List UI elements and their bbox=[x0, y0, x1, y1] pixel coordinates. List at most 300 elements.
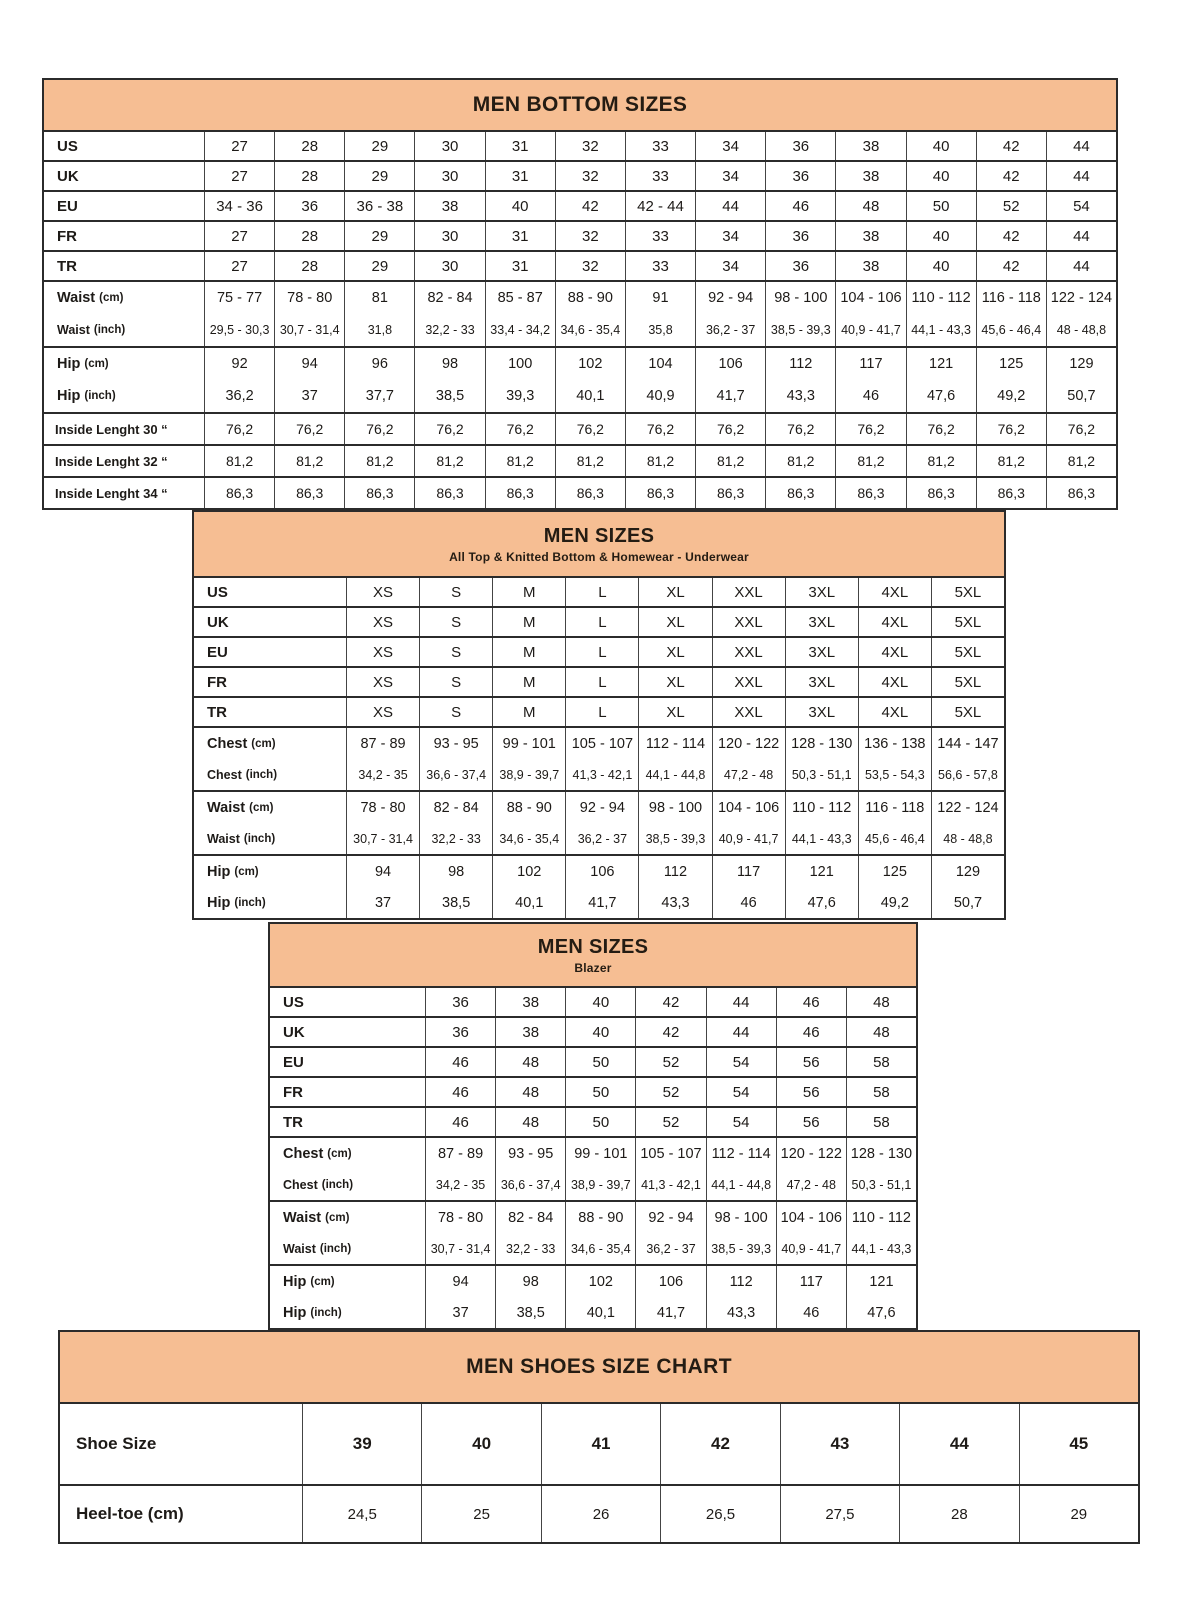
table-cell: 31 bbox=[485, 132, 555, 160]
table-cell: 46 bbox=[712, 887, 785, 918]
table-cell: XS bbox=[346, 698, 419, 726]
table-cell: 92 bbox=[204, 348, 274, 380]
table-cell: M bbox=[492, 698, 565, 726]
table-cell: 42 bbox=[555, 192, 625, 220]
table-cell: 117 bbox=[835, 348, 905, 380]
table-cell: L bbox=[565, 638, 638, 666]
table-cell: 56 bbox=[776, 1048, 846, 1076]
table-title: MEN SHOES SIZE CHART bbox=[466, 1355, 732, 1379]
table-cell: 41,3 - 42,1 bbox=[565, 759, 638, 790]
table-cell: 42 bbox=[635, 988, 705, 1016]
table-cell: 40,9 - 41,7 bbox=[712, 823, 785, 854]
table-cell: 31,8 bbox=[344, 314, 414, 346]
table-cell: 54 bbox=[1046, 192, 1116, 220]
row-label: EU bbox=[57, 197, 78, 215]
table-cell: L bbox=[565, 608, 638, 636]
table-cell: 120 - 122 bbox=[712, 728, 785, 759]
row-label: UK bbox=[207, 613, 229, 631]
table-cell: 110 - 112 bbox=[906, 282, 976, 314]
row-label: Inside Lenght 30 “ bbox=[55, 421, 168, 437]
table-row bbox=[270, 1200, 916, 1233]
table-cell: 94 bbox=[425, 1266, 495, 1297]
row-label: Hip (cm) bbox=[207, 863, 259, 880]
table-cell: 40 bbox=[906, 252, 976, 280]
row-label: Waist (cm) bbox=[207, 799, 274, 816]
table-cell: 81,2 bbox=[906, 446, 976, 476]
table-cell: 30 bbox=[414, 162, 484, 190]
row-label: Hip (cm) bbox=[283, 1273, 335, 1290]
table-cell: 87 - 89 bbox=[346, 728, 419, 759]
table-row bbox=[270, 1297, 916, 1328]
row-label-unit: (inch) bbox=[93, 324, 126, 336]
table-cell: XXL bbox=[712, 698, 785, 726]
table-cell: 76,2 bbox=[344, 414, 414, 444]
table-row bbox=[44, 190, 1116, 220]
table-title: MEN SIZES bbox=[543, 524, 655, 547]
table-cell: 27 bbox=[204, 252, 274, 280]
table-cell: 81,2 bbox=[274, 446, 344, 476]
table-cell: 36 - 38 bbox=[344, 192, 414, 220]
table-cell: 86,3 bbox=[1046, 478, 1116, 508]
table-cell: 46 bbox=[776, 1297, 846, 1328]
table-cell: 33 bbox=[625, 252, 695, 280]
table-cell: 86,3 bbox=[485, 478, 555, 508]
table-cell: 38,5 - 39,3 bbox=[638, 823, 711, 854]
table-cell: 88 - 90 bbox=[565, 1202, 635, 1233]
table-cell: 58 bbox=[846, 1078, 916, 1106]
table-row bbox=[194, 578, 1004, 606]
table-row bbox=[270, 1169, 916, 1200]
table-body bbox=[60, 1404, 1138, 1542]
table-cell: 86,3 bbox=[625, 478, 695, 508]
table-cell: 92 - 94 bbox=[565, 792, 638, 823]
row-label-unit: (cm) bbox=[84, 358, 109, 370]
table-header bbox=[270, 924, 916, 988]
table-cell: 45 bbox=[1019, 1404, 1138, 1484]
table-cell: 34 - 36 bbox=[204, 192, 274, 220]
table-cell: 40,9 bbox=[625, 380, 695, 412]
table-row bbox=[270, 988, 916, 1016]
table-cell: 53,5 - 54,3 bbox=[858, 759, 931, 790]
table-cell: 30,7 - 31,4 bbox=[425, 1233, 495, 1264]
table-cell: 88 - 90 bbox=[555, 282, 625, 314]
table-cell: 45,6 - 46,4 bbox=[858, 823, 931, 854]
table-cell: 26 bbox=[541, 1486, 660, 1542]
table-cell: 4XL bbox=[858, 578, 931, 606]
table-row bbox=[270, 1233, 916, 1264]
table-cell: 121 bbox=[785, 856, 858, 887]
table-cell: 86,3 bbox=[414, 478, 484, 508]
table-cell: 35,8 bbox=[625, 314, 695, 346]
table-cell: XS bbox=[346, 578, 419, 606]
row-label-unit: (inch) bbox=[84, 390, 116, 402]
table-cell: 44,1 - 44,8 bbox=[638, 759, 711, 790]
row-label-unit: (inch) bbox=[243, 832, 276, 845]
table-cell: 76,2 bbox=[976, 414, 1046, 444]
table-cell: XL bbox=[638, 698, 711, 726]
table-cell: 31 bbox=[485, 162, 555, 190]
table-cell: 36 bbox=[765, 162, 835, 190]
table-cell: 34 bbox=[695, 132, 765, 160]
table-row bbox=[44, 220, 1116, 250]
table-cell: 104 - 106 bbox=[835, 282, 905, 314]
table-cell: 86,3 bbox=[695, 478, 765, 508]
table-cell: 82 - 84 bbox=[414, 282, 484, 314]
table-cell: 34,6 - 35,4 bbox=[555, 314, 625, 346]
table-cell: 99 - 101 bbox=[565, 1138, 635, 1169]
table-cell: 30 bbox=[414, 252, 484, 280]
table-cell: 4XL bbox=[858, 698, 931, 726]
table-cell: 82 - 84 bbox=[495, 1202, 565, 1233]
table-cell: 122 - 124 bbox=[931, 792, 1004, 823]
table-cell: 36,6 - 37,4 bbox=[419, 759, 492, 790]
table-cell: 30,7 - 31,4 bbox=[346, 823, 419, 854]
table-cell: 128 - 130 bbox=[846, 1138, 916, 1169]
table-cell: 81,2 bbox=[1046, 446, 1116, 476]
table-cell: 98 bbox=[495, 1266, 565, 1297]
table-cell: 76,2 bbox=[765, 414, 835, 444]
table-header bbox=[60, 1332, 1138, 1404]
table-row bbox=[194, 606, 1004, 636]
row-label-unit: (inch) bbox=[234, 896, 266, 909]
table-cell: 30 bbox=[414, 222, 484, 250]
table-cell: XS bbox=[346, 638, 419, 666]
table-cell: 33,4 - 34,2 bbox=[485, 314, 555, 346]
table-cell: 56,6 - 57,8 bbox=[931, 759, 1004, 790]
table-cell: 41,3 - 42,1 bbox=[635, 1169, 705, 1200]
table-subtitle: All Top & Knitted Bottom & Homewear - Underwear bbox=[449, 549, 749, 564]
table-cell: 25 bbox=[421, 1486, 540, 1542]
table-row bbox=[270, 1264, 916, 1297]
table-cell: 46 bbox=[776, 988, 846, 1016]
table-cell: 38 bbox=[835, 222, 905, 250]
table-cell: 34 bbox=[695, 222, 765, 250]
table-cell: 86,3 bbox=[765, 478, 835, 508]
table-cell: 48 bbox=[495, 1108, 565, 1136]
table-row bbox=[194, 854, 1004, 887]
table-cell: 78 - 80 bbox=[274, 282, 344, 314]
table-cell: 44 bbox=[1046, 222, 1116, 250]
table-cell: 48 bbox=[495, 1048, 565, 1076]
table-cell: S bbox=[419, 698, 492, 726]
table-cell: 99 - 101 bbox=[492, 728, 565, 759]
table-cell: 40 bbox=[906, 132, 976, 160]
table-cell: 76,2 bbox=[555, 414, 625, 444]
table-cell: 47,2 - 48 bbox=[712, 759, 785, 790]
table-cell: XL bbox=[638, 578, 711, 606]
table-cell: 44 bbox=[706, 1018, 776, 1046]
table-cell: S bbox=[419, 668, 492, 696]
table-cell: 38,9 - 39,7 bbox=[565, 1169, 635, 1200]
row-label: Inside Lenght 32 “ bbox=[55, 453, 168, 469]
row-label: Waist (cm) bbox=[283, 1209, 350, 1226]
table-cell: 75 - 77 bbox=[204, 282, 274, 314]
table-cell: 30,7 - 31,4 bbox=[274, 314, 344, 346]
table-cell: 117 bbox=[776, 1266, 846, 1297]
row-label: EU bbox=[283, 1053, 304, 1071]
table-row bbox=[44, 160, 1116, 190]
table-cell: 116 - 118 bbox=[858, 792, 931, 823]
table-cell: 129 bbox=[1046, 348, 1116, 380]
table-row bbox=[60, 1404, 1138, 1484]
table-cell: 46 bbox=[765, 192, 835, 220]
table-cell: 24,5 bbox=[302, 1486, 421, 1542]
table-title: MEN BOTTOM SIZES bbox=[472, 93, 688, 117]
table-row bbox=[44, 412, 1116, 444]
table-cell: 116 - 118 bbox=[976, 282, 1046, 314]
table-cell: 48 bbox=[846, 1018, 916, 1046]
table-cell: 34,6 - 35,4 bbox=[492, 823, 565, 854]
table-cell: 30 bbox=[414, 132, 484, 160]
table-row bbox=[194, 726, 1004, 759]
row-label: TR bbox=[207, 703, 227, 721]
table-cell: 38,5 bbox=[419, 887, 492, 918]
table-cell: 38 bbox=[495, 1018, 565, 1046]
table-cell: 44,1 - 44,8 bbox=[706, 1169, 776, 1200]
table-cell: 31 bbox=[485, 252, 555, 280]
table-cell: 86,3 bbox=[906, 478, 976, 508]
table-cell: 28 bbox=[274, 222, 344, 250]
table-cell: 34,6 - 35,4 bbox=[565, 1233, 635, 1264]
row-label: US bbox=[207, 583, 228, 601]
table-cell: 86,3 bbox=[976, 478, 1046, 508]
table-cell: L bbox=[565, 668, 638, 696]
table-header bbox=[44, 80, 1116, 132]
table-cell: 29 bbox=[344, 162, 414, 190]
table-cell: 76,2 bbox=[414, 414, 484, 444]
table-cell: XL bbox=[638, 608, 711, 636]
table-cell: 40,9 - 41,7 bbox=[776, 1233, 846, 1264]
table-body bbox=[44, 132, 1116, 508]
table-cell: 81,2 bbox=[625, 446, 695, 476]
table-cell: 36 bbox=[425, 988, 495, 1016]
table-cell: 136 - 138 bbox=[858, 728, 931, 759]
table-cell: XL bbox=[638, 638, 711, 666]
table-cell: 52 bbox=[635, 1048, 705, 1076]
table-cell: 81,2 bbox=[414, 446, 484, 476]
table-row bbox=[270, 1106, 916, 1136]
row-label: UK bbox=[57, 167, 79, 185]
table-cell: 125 bbox=[858, 856, 931, 887]
table-cell: XS bbox=[346, 608, 419, 636]
table-cell: 54 bbox=[706, 1048, 776, 1076]
table-cell: 56 bbox=[776, 1078, 846, 1106]
table-cell: 37 bbox=[346, 887, 419, 918]
row-label: EU bbox=[207, 643, 228, 661]
row-label: Hip (inch) bbox=[283, 1304, 342, 1321]
table-cell: 76,2 bbox=[1046, 414, 1116, 444]
table-row bbox=[44, 250, 1116, 280]
table-cell: 37 bbox=[425, 1297, 495, 1328]
table-row bbox=[194, 887, 1004, 918]
table-cell: 42 bbox=[635, 1018, 705, 1046]
table-row bbox=[194, 696, 1004, 726]
table-cell: 3XL bbox=[785, 638, 858, 666]
row-label-unit: (cm) bbox=[325, 1211, 350, 1224]
table-cell: 36,2 bbox=[204, 380, 274, 412]
table-cell: 92 - 94 bbox=[635, 1202, 705, 1233]
table-cell: 105 - 107 bbox=[565, 728, 638, 759]
row-label: Chest (inch) bbox=[207, 767, 278, 782]
table-cell: 46 bbox=[425, 1078, 495, 1106]
table-cell: 41,7 bbox=[635, 1297, 705, 1328]
table-cell: 32 bbox=[555, 252, 625, 280]
table-cell: 32 bbox=[555, 162, 625, 190]
table-cell: 104 - 106 bbox=[712, 792, 785, 823]
table-cell: 94 bbox=[274, 348, 344, 380]
table-body bbox=[194, 578, 1004, 918]
table-cell: 36,2 - 37 bbox=[695, 314, 765, 346]
table-cell: 41,7 bbox=[565, 887, 638, 918]
row-label: Chest (inch) bbox=[283, 1177, 354, 1192]
table-cell: 38,5 - 39,3 bbox=[706, 1233, 776, 1264]
table-cell: 27 bbox=[204, 132, 274, 160]
table-cell: 39,3 bbox=[485, 380, 555, 412]
row-label: Waist (inch) bbox=[57, 323, 126, 337]
table-cell: 42 bbox=[976, 252, 1046, 280]
table-row bbox=[44, 346, 1116, 380]
table-cell: 94 bbox=[346, 856, 419, 887]
row-label: FR bbox=[207, 673, 227, 691]
table-cell: 38 bbox=[835, 162, 905, 190]
row-label-unit: (cm) bbox=[251, 737, 276, 750]
table-cell: 125 bbox=[976, 348, 1046, 380]
table-cell: 28 bbox=[274, 162, 344, 190]
table-row bbox=[270, 1076, 916, 1106]
table-cell: 26,5 bbox=[660, 1486, 779, 1542]
table-cell: 44,1 - 43,3 bbox=[785, 823, 858, 854]
table-cell: 33 bbox=[625, 132, 695, 160]
row-label: Chest (cm) bbox=[207, 735, 276, 752]
table-cell: 82 - 84 bbox=[419, 792, 492, 823]
table-cell: 50,7 bbox=[931, 887, 1004, 918]
row-label-unit: (inch) bbox=[245, 768, 278, 781]
table-cell: 43,3 bbox=[706, 1297, 776, 1328]
table-cell: 43 bbox=[780, 1404, 899, 1484]
table-cell: 81 bbox=[344, 282, 414, 314]
table-cell: 42 - 44 bbox=[625, 192, 695, 220]
table-cell: 106 bbox=[635, 1266, 705, 1297]
table-cell: 50 bbox=[565, 1048, 635, 1076]
row-label: Hip (inch) bbox=[207, 894, 266, 911]
table-cell: 78 - 80 bbox=[425, 1202, 495, 1233]
table-cell: 34,2 - 35 bbox=[425, 1169, 495, 1200]
table-cell: 28 bbox=[899, 1486, 1018, 1542]
table-cell: 47,2 - 48 bbox=[776, 1169, 846, 1200]
table-cell: 58 bbox=[846, 1048, 916, 1076]
table-cell: 105 - 107 bbox=[635, 1138, 705, 1169]
table-cell: 106 bbox=[695, 348, 765, 380]
table-cell: 98 - 100 bbox=[765, 282, 835, 314]
table-row bbox=[270, 1016, 916, 1046]
table-cell: 76,2 bbox=[835, 414, 905, 444]
table-cell: M bbox=[492, 668, 565, 696]
table-cell: 42 bbox=[976, 222, 1046, 250]
table-cell: 32,2 - 33 bbox=[495, 1233, 565, 1264]
table-cell: XS bbox=[346, 668, 419, 696]
row-label: TR bbox=[283, 1113, 303, 1131]
table-cell: 5XL bbox=[931, 608, 1004, 636]
table-cell: 40 bbox=[485, 192, 555, 220]
table-cell: 100 bbox=[485, 348, 555, 380]
table-cell: 81,2 bbox=[204, 446, 274, 476]
table-cell: 36 bbox=[765, 252, 835, 280]
table-cell: 98 bbox=[419, 856, 492, 887]
row-label: Hip (inch) bbox=[57, 388, 116, 404]
table-cell: 44,1 - 43,3 bbox=[906, 314, 976, 346]
row-label: Inside Lenght 34 “ bbox=[55, 485, 168, 501]
table-cell: 112 bbox=[765, 348, 835, 380]
table-cell: XXL bbox=[712, 608, 785, 636]
table-cell: 122 - 124 bbox=[1046, 282, 1116, 314]
table-cell: 34,2 - 35 bbox=[346, 759, 419, 790]
table-cell: 54 bbox=[706, 1108, 776, 1136]
table-cell: 41 bbox=[541, 1404, 660, 1484]
table-cell: 54 bbox=[706, 1078, 776, 1106]
table-cell: 39 bbox=[302, 1404, 421, 1484]
table-cell: 40,9 - 41,7 bbox=[835, 314, 905, 346]
table-cell: 81,2 bbox=[485, 446, 555, 476]
table-title: MEN SIZES bbox=[537, 935, 649, 958]
men-sizes-tops-table bbox=[192, 510, 1006, 920]
table-cell: L bbox=[565, 698, 638, 726]
table-cell: 112 - 114 bbox=[706, 1138, 776, 1169]
table-cell: 33 bbox=[625, 162, 695, 190]
table-cell: 92 - 94 bbox=[695, 282, 765, 314]
row-label: Chest (cm) bbox=[283, 1145, 352, 1162]
table-cell: 38,5 - 39,3 bbox=[765, 314, 835, 346]
table-cell: 50,3 - 51,1 bbox=[785, 759, 858, 790]
table-cell: 44 bbox=[899, 1404, 1018, 1484]
table-cell: 102 bbox=[565, 1266, 635, 1297]
row-label-unit: (inch) bbox=[319, 1242, 352, 1255]
table-cell: 31 bbox=[485, 222, 555, 250]
table-cell: 3XL bbox=[785, 578, 858, 606]
table-cell: L bbox=[565, 578, 638, 606]
table-cell: 4XL bbox=[858, 638, 931, 666]
table-cell: 76,2 bbox=[906, 414, 976, 444]
table-cell: 117 bbox=[712, 856, 785, 887]
table-cell: 81,2 bbox=[976, 446, 1046, 476]
table-cell: 38 bbox=[835, 252, 905, 280]
table-cell: 112 bbox=[706, 1266, 776, 1297]
table-cell: XL bbox=[638, 668, 711, 696]
table-cell: 27 bbox=[204, 162, 274, 190]
row-label: FR bbox=[283, 1083, 303, 1101]
table-cell: 44,1 - 43,3 bbox=[846, 1233, 916, 1264]
table-row bbox=[44, 280, 1116, 314]
table-cell: 81,2 bbox=[555, 446, 625, 476]
table-row bbox=[194, 666, 1004, 696]
table-cell: 3XL bbox=[785, 698, 858, 726]
row-label-unit: (cm) bbox=[327, 1147, 352, 1160]
table-cell: 5XL bbox=[931, 578, 1004, 606]
table-cell: 50,7 bbox=[1046, 380, 1116, 412]
table-cell: S bbox=[419, 578, 492, 606]
table-cell: 98 bbox=[414, 348, 484, 380]
table-cell: 76,2 bbox=[204, 414, 274, 444]
table-cell: 48 - 48,8 bbox=[1046, 314, 1116, 346]
table-cell: 91 bbox=[625, 282, 695, 314]
table-cell: 32 bbox=[555, 222, 625, 250]
table-cell: 32,2 - 33 bbox=[414, 314, 484, 346]
table-row bbox=[44, 380, 1116, 412]
row-label-unit: (cm) bbox=[310, 1275, 335, 1288]
table-cell: 52 bbox=[635, 1108, 705, 1136]
table-cell: 81,2 bbox=[695, 446, 765, 476]
table-row bbox=[60, 1484, 1138, 1542]
table-cell: 40 bbox=[906, 162, 976, 190]
